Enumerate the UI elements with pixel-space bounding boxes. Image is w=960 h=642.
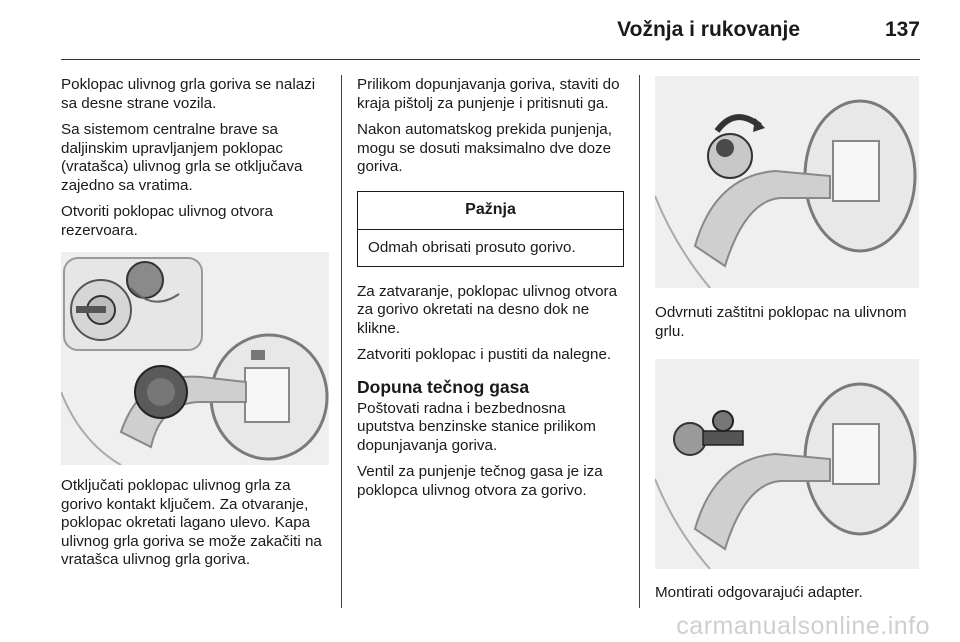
paragraph: Za zatvaranje, poklopac ulivnog otvora za gorivo okretati na desno dok ne klikne.	[357, 282, 618, 337]
adapter-illustration	[655, 359, 919, 569]
paragraph: Prilikom dopunjavanja goriva, staviti do kraja pištolj za punjenje i pritisnuti ga.	[357, 76, 620, 112]
protective-cap-illustration	[655, 76, 919, 288]
paragraph: Sa sistemom centralne brave sa daljinskim upravljanjem poklopac (vratašca) ulivnog grla se otključava zajedno sa vratima.	[61, 121, 303, 194]
caution-box	[357, 191, 624, 267]
section-heading: Dopuna tečnog gasa	[357, 376, 530, 397]
fuel-flap-drawing	[61, 252, 329, 465]
section-title: Vožnja i rukovanje	[617, 18, 800, 41]
paragraph: Nakon automatskog prekida punjenja, mogu se dosuti maksimalno dve doze goriva.	[357, 121, 612, 175]
column-2	[357, 76, 625, 508]
protective-cap-drawing	[655, 76, 919, 288]
fuel-flap-key-illustration	[61, 252, 329, 465]
paragraph: Otvoriti poklopac ulivnog otvora rezervoara.	[61, 203, 273, 239]
figure-caption: Odvrnuti zaštitni poklopac na ulivnom grlu.	[655, 304, 907, 340]
caution-title: Pažnja	[358, 192, 623, 230]
paragraph: Otključati poklopac ulivnog grla za gorivo kontakt ključem. Za otvaranje, poklopac okretati lagano ulevo. Kapa ulivnog grla goriva se može zakačiti na vratašca ulivnog grla goriva.	[61, 477, 322, 568]
caution-text: Odmah obrisati prosuto gorivo.	[368, 238, 576, 256]
watermark: carmanualsonline.info	[676, 612, 930, 640]
page-number: 137	[884, 18, 920, 41]
column-1	[61, 76, 329, 578]
column-divider-1	[341, 75, 342, 608]
column-3	[655, 76, 923, 611]
paragraph: Zatvoriti poklopac i pustiti da nalegne.	[357, 346, 612, 363]
header-divider	[61, 59, 920, 60]
paragraph: Poštovati radna i bezbednosna uputstva benzinske stanice prilikom dopunjavanja goriva.	[357, 399, 596, 454]
paragraph: Ventil za punjenje tečnog gasa je iza poklopca ulivnog otvora za gorivo.	[357, 463, 603, 499]
paragraph: Poklopac ulivnog grla goriva se nalazi sa desne strane vozila.	[61, 76, 316, 112]
figure-caption: Montirati odgovarajući adapter.	[655, 584, 863, 601]
column-divider-2	[639, 75, 640, 608]
adapter-drawing	[655, 359, 919, 569]
